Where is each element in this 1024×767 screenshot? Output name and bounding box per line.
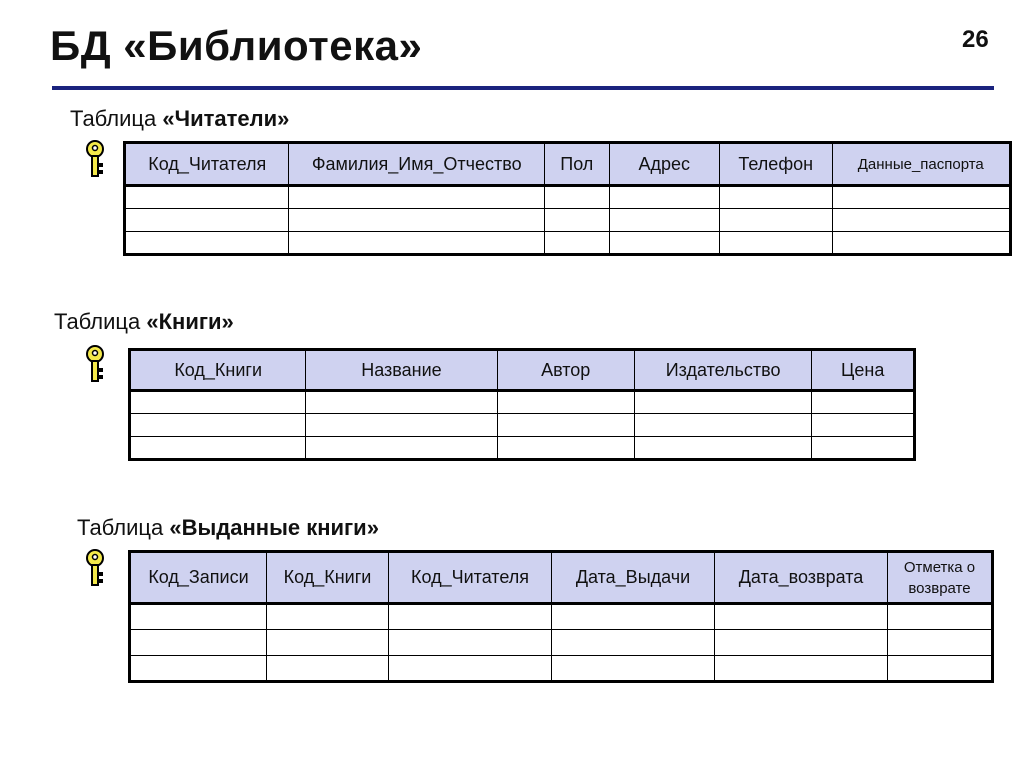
table-books (128, 348, 916, 461)
column-header: Телефон (719, 143, 832, 186)
table-caption-readers (70, 106, 289, 132)
column-header: Цена (812, 350, 915, 391)
table-row (130, 437, 915, 460)
table-row (125, 186, 1011, 209)
table-row (125, 232, 1011, 255)
column-header: Отметка о возврате (888, 552, 993, 604)
key-icon (84, 140, 106, 180)
table-caption-books (54, 309, 234, 335)
title-divider (52, 86, 994, 90)
column-header: Данные_паспорта (832, 143, 1010, 186)
column-header: Дата_возврата (715, 552, 888, 604)
caption-table-name: «Читатели» (162, 106, 290, 131)
table-readers (123, 141, 1012, 256)
table-header-row (125, 143, 1011, 186)
table-caption-issued-books (77, 515, 379, 541)
table-row (130, 604, 993, 630)
key-icon (84, 345, 106, 385)
column-header: Код_Читателя (125, 143, 289, 186)
page-number: 26 (962, 26, 989, 53)
table-row (130, 656, 993, 682)
column-header: Издательство (634, 350, 812, 391)
caption-prefix: Таблица (54, 309, 147, 334)
column-header: Код_Читателя (389, 552, 552, 604)
column-header: Код_Книги (267, 552, 389, 604)
table-row (130, 630, 993, 656)
table-row (125, 209, 1011, 232)
column-header: Код_Записи (130, 552, 267, 604)
column-header: Адрес (609, 143, 719, 186)
caption-prefix: Таблица (70, 106, 163, 131)
caption-table-name: «Книги» (146, 309, 234, 334)
column-header: Дата_Выдачи (552, 552, 715, 604)
table-header-row (130, 552, 993, 604)
table-row (130, 391, 915, 414)
table-row (130, 414, 915, 437)
caption-table-name: «Выданные книги» (169, 515, 379, 540)
table-issued-books (128, 550, 994, 683)
key-icon (84, 549, 106, 589)
column-header: Фамилия_Имя_Отчество (289, 143, 544, 186)
slide-title: БД «Библиотека» (50, 22, 423, 69)
table-header-row (130, 350, 915, 391)
caption-prefix: Таблица (77, 515, 170, 540)
column-header: Пол (544, 143, 609, 186)
column-header: Код_Книги (130, 350, 306, 391)
column-header: Название (306, 350, 497, 391)
column-header: Автор (497, 350, 634, 391)
